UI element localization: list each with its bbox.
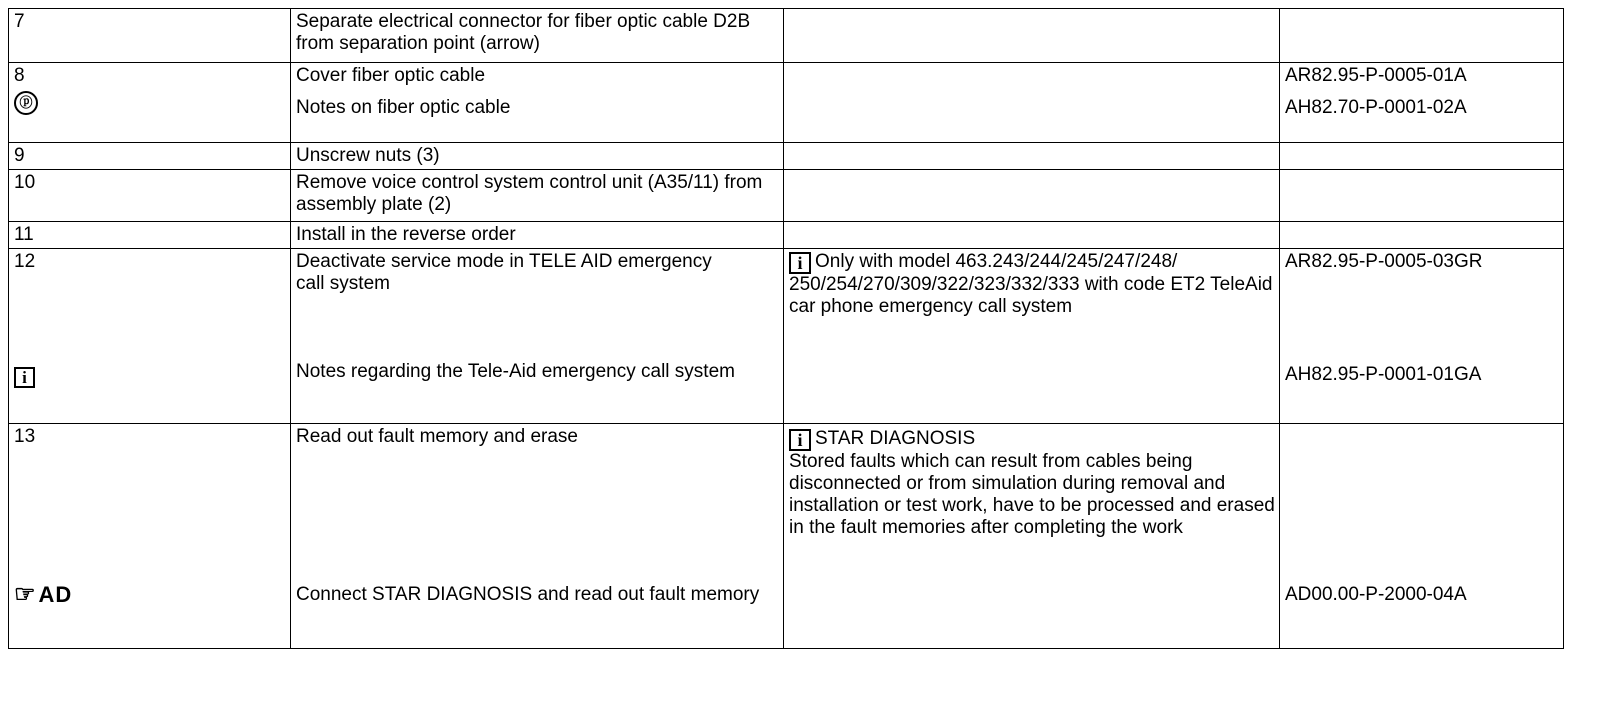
step-reference bbox=[1280, 222, 1564, 249]
table-row bbox=[9, 249, 1564, 424]
table-row bbox=[9, 63, 1564, 143]
step-action: Unscrew nuts (3) bbox=[291, 143, 784, 170]
step-number: 8 bbox=[14, 65, 25, 86]
info-icon: i bbox=[789, 429, 811, 451]
step-reference-link[interactable]: AR82.95-P-0005-01A bbox=[1285, 65, 1467, 86]
info-icon: i bbox=[14, 367, 35, 388]
info-icon: i bbox=[789, 252, 811, 274]
ad-label: AD bbox=[38, 582, 73, 607]
step-reference bbox=[1280, 143, 1564, 170]
procedure-table bbox=[8, 8, 1564, 649]
step-number: 7 bbox=[9, 9, 291, 63]
step-note bbox=[784, 170, 1280, 222]
step-number: 13 bbox=[14, 426, 36, 447]
sub-action: Connect STAR DIAGNOSIS and read out fault memory bbox=[296, 584, 760, 605]
step-note: Stored faults which can result from cables being disconnected or from simulation during removal and installation or test work, have to be processed and erased in the fault memories after completing the work bbox=[789, 451, 1275, 538]
sub-reference-link[interactable]: AH82.70-P-0001-02A bbox=[1285, 97, 1467, 118]
step-action: Install in the reverse order bbox=[291, 222, 784, 249]
table-row bbox=[9, 222, 1564, 249]
step-number: 9 bbox=[9, 143, 291, 170]
table-row bbox=[9, 9, 1564, 63]
sub-reference-link[interactable]: AD00.00-P-2000-04A bbox=[1285, 584, 1467, 605]
step-note bbox=[784, 143, 1280, 170]
hand-pointer-icon: ☞ bbox=[14, 581, 37, 608]
sub-action: Notes on fiber optic cable bbox=[296, 97, 511, 118]
step-reference bbox=[1280, 9, 1564, 63]
table-row bbox=[9, 170, 1564, 222]
step-note: i Only with model 463.243/244/245/247/248/ 250/254/270/309/322/323/332/333 with code ET2 TeleAid car phone emergency call system bbox=[789, 251, 1273, 317]
step-note bbox=[784, 63, 1280, 143]
note-title: STAR DIAGNOSIS bbox=[815, 428, 976, 449]
step-action: Read out fault memory and erase bbox=[296, 426, 578, 447]
step-reference bbox=[1280, 170, 1564, 222]
sub-reference-link[interactable]: AH82.95-P-0001-01GA bbox=[1285, 364, 1482, 385]
step-number: 10 bbox=[9, 170, 291, 222]
step-action: Cover fiber optic cable bbox=[296, 65, 486, 86]
step-number: 11 bbox=[9, 222, 291, 249]
step-note bbox=[784, 222, 1280, 249]
table-row bbox=[9, 424, 1564, 649]
step-action: Remove voice control system control unit (A35/11) from assembly plate (2) bbox=[291, 170, 784, 222]
circle-warning-icon: ⓟ bbox=[14, 91, 38, 115]
sub-action: Notes regarding the Tele-Aid emergency call system bbox=[296, 361, 735, 382]
step-note bbox=[784, 9, 1280, 63]
table-row bbox=[9, 143, 1564, 170]
step-action: Separate electrical connector for fiber optic cable D2B from separation point (arrow) bbox=[291, 9, 784, 63]
step-number: 12 bbox=[14, 251, 36, 272]
step-reference-link[interactable]: AR82.95-P-0005-03GR bbox=[1285, 251, 1483, 272]
step-action: Deactivate service mode in TELE AID emergency call system bbox=[296, 251, 712, 294]
